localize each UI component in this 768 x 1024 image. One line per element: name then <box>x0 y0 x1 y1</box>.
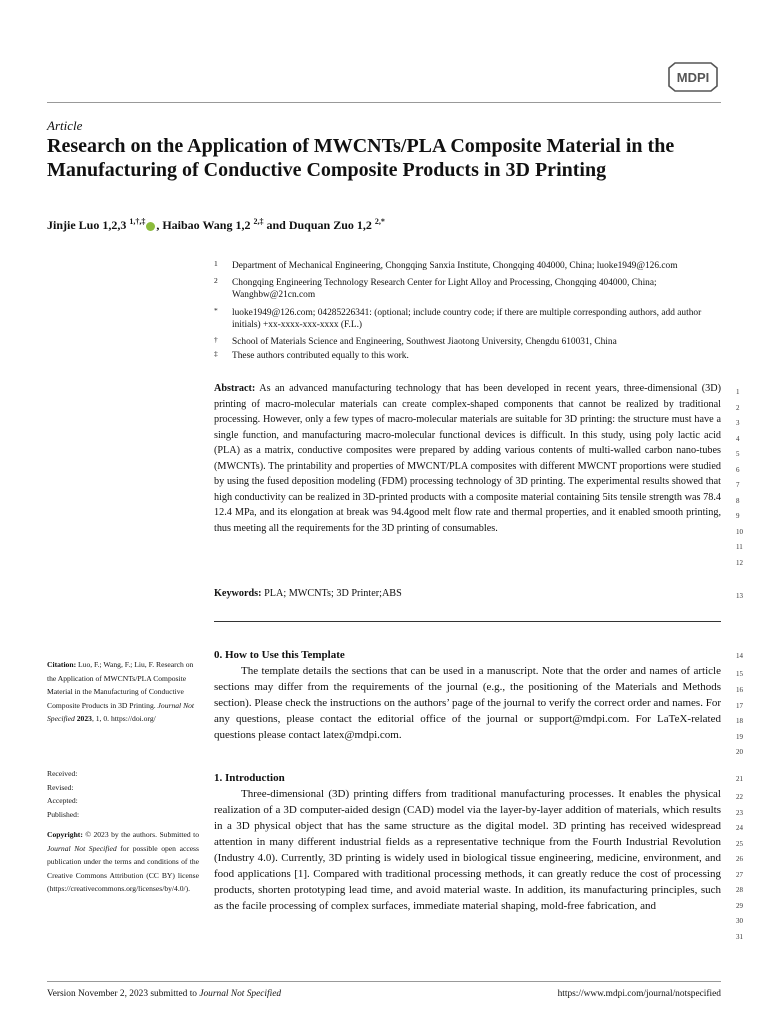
line-number: 12 <box>736 559 743 567</box>
affiliation-item: 1 Department of Mechanical Engineering, Chongqing Sanxia Institute, Chongqing 404000, China; luoke1949@126.com <box>214 259 678 271</box>
copyright-label: Copyright: <box>47 830 83 839</box>
line-number: 30 <box>736 917 743 925</box>
line-number: 26 <box>736 855 743 863</box>
line-number: 19 <box>736 733 743 741</box>
line-number: 15 <box>736 670 743 678</box>
affiliations <box>214 260 724 362</box>
line-number: 2 <box>736 404 740 412</box>
line-number: 29 <box>736 902 743 910</box>
abstract-label: Abstract: <box>214 383 256 394</box>
line-number: 25 <box>736 840 743 848</box>
line-number: 5 <box>736 450 740 458</box>
affiliation-item: ‡ These authors contributed equally to this work. <box>214 349 409 362</box>
author-list: Jinjie Luo 1,2,3 $^{1,\dagger,\ddagger}$ , Haibao Wang 1,2 $^{2,\ddagger}$ and Duquan Zuo 1,2 $^{2,*}$ <box>47 217 385 232</box>
article-type: Article <box>47 118 83 133</box>
line-number: 8 <box>736 497 740 505</box>
doi-link[interactable]: https://doi.org/ <box>110 714 156 724</box>
line-number: 27 <box>736 871 743 879</box>
author-affil-sup: 2,* <box>374 217 385 226</box>
author-affil-sup: 1,†,‡ <box>129 217 146 226</box>
line-number: 16 <box>736 686 743 694</box>
author-name: Duquan Zuo 1,2 <box>288 218 372 232</box>
line-number: 7 <box>736 481 740 489</box>
footer-journal-url[interactable]: https://www.mdpi.com/journal/notspecified <box>557 989 721 999</box>
keywords <box>214 588 721 599</box>
abstract-divider <box>214 621 721 622</box>
author-name: Haibao Wang 1,2 <box>162 218 251 232</box>
line-number: 6 <box>736 466 740 474</box>
footer-rule <box>47 981 721 982</box>
paper-title: Research on the Application of MWCNTs/PLA Composite Material in the Manufacturing of Conductive Composite Products in 3D Printing <box>47 135 675 181</box>
section-heading: 1. Introduction <box>214 772 285 784</box>
citation-label: Citation: <box>47 660 77 669</box>
line-number: 28 <box>736 886 743 894</box>
accepted-date: Accepted: <box>47 796 78 806</box>
affiliation-item: † School of Materials Science and Engineering, Southwest Jiaotong University, Chengdu 610031, China <box>214 335 617 348</box>
revised-date: Revised: <box>47 782 74 792</box>
svg-text:MDPI: MDPI <box>676 70 710 85</box>
section-paragraph: The template details the sections that can be used in a manuscript. Note that the order and names of article sections may differ from the requirements of the journal (e.g., the positioning of the Materials and Methods section). Please check the instructions on the authors’ page of the journal to verify the correct order and names. For any questions, please contact the editorial office of the journal or support@mdpi.com. For LaTeX-related questions please contact latex@mdpi.com. <box>214 665 721 741</box>
line-number: 1 <box>736 388 740 396</box>
line-number: 23 <box>736 809 743 817</box>
author-name: Jinjie Luo 1,2,3 <box>47 218 127 232</box>
keywords-label: Keywords: <box>214 588 262 599</box>
mdpi-logo <box>666 62 720 92</box>
line-number: 17 <box>736 702 743 710</box>
line-number: 22 <box>736 793 743 801</box>
abstract-text: As an advanced manufacturing technology that has been developed in recent years, three-dimensional (3D) printing of macro-molecular materials can create complex-shaped components that cannot be realized by traditional processing. However, only a few types of macro-molecular materials are suitable for 3D printing: the structure must have a single function, and manufacturing macro-molecular functional devices is difficult. In this study, using poly lactic acid (PLA) as a matrix, conductive composites were prepared by adding various contents of multi-walled carbon nano-tubes (MWCNTs). The printability and properties of MWCNT/PLA composites with different MWCNT proportions were studied by using the fused deposition modeling (FDM) processing technology of 3D printing. The experimental results showed that high conductivity can be realized in 3D-printed products with a composite material containing 5its tensile strength was 78.4 12.4 MPa, and its elongation at break was 94.4good melt flow rate and thermal properties, and it enabled smooth printing, thus meeting all the requirements for the 3D printing of consumables. <box>214 383 721 534</box>
line-number: 3 <box>736 419 740 427</box>
section-paragraph: Three-dimensional (3D) printing differs from traditional manufacturing processes. It enables the physical realization of a 3D computer-aided design (CAD) model via the layer-by-layer addition of materials, which results in a 3D physical object that has the same structure as the digital model. 3D printing has received widespread attention in many different industrial fields as a representative technique from the Fourth Industrial Revolution (Industry 4.0). Currently, 3D printing is widely used in biological tissue engineering, medicine, environment, and food applications [1]. Compared with traditional processing methods, it can greatly reduce the cost of processing products, shorten prototyping lead time, and avoid material waste. In addition, its manufacturing principles, such as the facile processing of complex surfaces, immediate material shaping, mold-free fabrication, and <box>214 788 721 912</box>
line-number: 4 <box>736 435 740 443</box>
line-number: 9 <box>736 512 740 520</box>
citation-block: Citation: Luo, F.; Wang, F.; Liu, F. Research on the Application of MWCNTs/PLA Composite Material in the Manufacturing of Conductive Composite Products in 3D Printing. Journal Not Specified 2023, 1, 0. https://doi.org/ <box>47 660 195 724</box>
line-number: 11 <box>736 543 743 551</box>
received-date: Received: <box>47 769 78 778</box>
line-number: 14 <box>736 652 743 660</box>
keywords-text: PLA; MWCNTs; 3D Printer;ABS <box>261 588 402 599</box>
section-heading: 0. How to Use this Template <box>214 649 345 661</box>
copyright-block: Copyright: © 2023 by the authors. Submitted to Journal Not Specified for possible open access publication under the terms and conditions of the Creative Commons Attribution (CC BY) license (https://creativecommons.org/licenses/by/4.0/). <box>47 830 199 894</box>
dates-block <box>47 767 199 821</box>
abstract <box>214 381 721 536</box>
line-number: 18 <box>736 717 743 725</box>
author-affil-sup: 2,‡ <box>253 217 264 226</box>
line-number: 10 <box>736 528 743 536</box>
line-number: 21 <box>736 775 743 783</box>
line-number: 20 <box>736 748 743 756</box>
header-rule <box>47 102 721 103</box>
line-number: 31 <box>736 933 743 941</box>
line-number: 24 <box>736 824 743 832</box>
published-date: Published: <box>47 809 80 819</box>
line-number: 13 <box>736 592 743 600</box>
affiliation-item: * luoke1949@126.com; 04285226341: (optional; include country code; if there are multiple corresponding authors, add author initials) +xx-xxxx-xxx-xxxx (F.L.) <box>214 305 702 330</box>
orcid-icon[interactable] <box>146 222 155 231</box>
section-how-to-use <box>214 647 721 743</box>
affiliation-item: 2 Chongqing Engineering Technology Research Center for Light Alloy and Processing, Chongqing 404000, China; Wanghbw@21cn.com <box>214 276 657 301</box>
section-introduction <box>214 770 721 914</box>
footer-version: Version November 2, 2023 submitted to Journal Not Specified <box>47 989 282 999</box>
